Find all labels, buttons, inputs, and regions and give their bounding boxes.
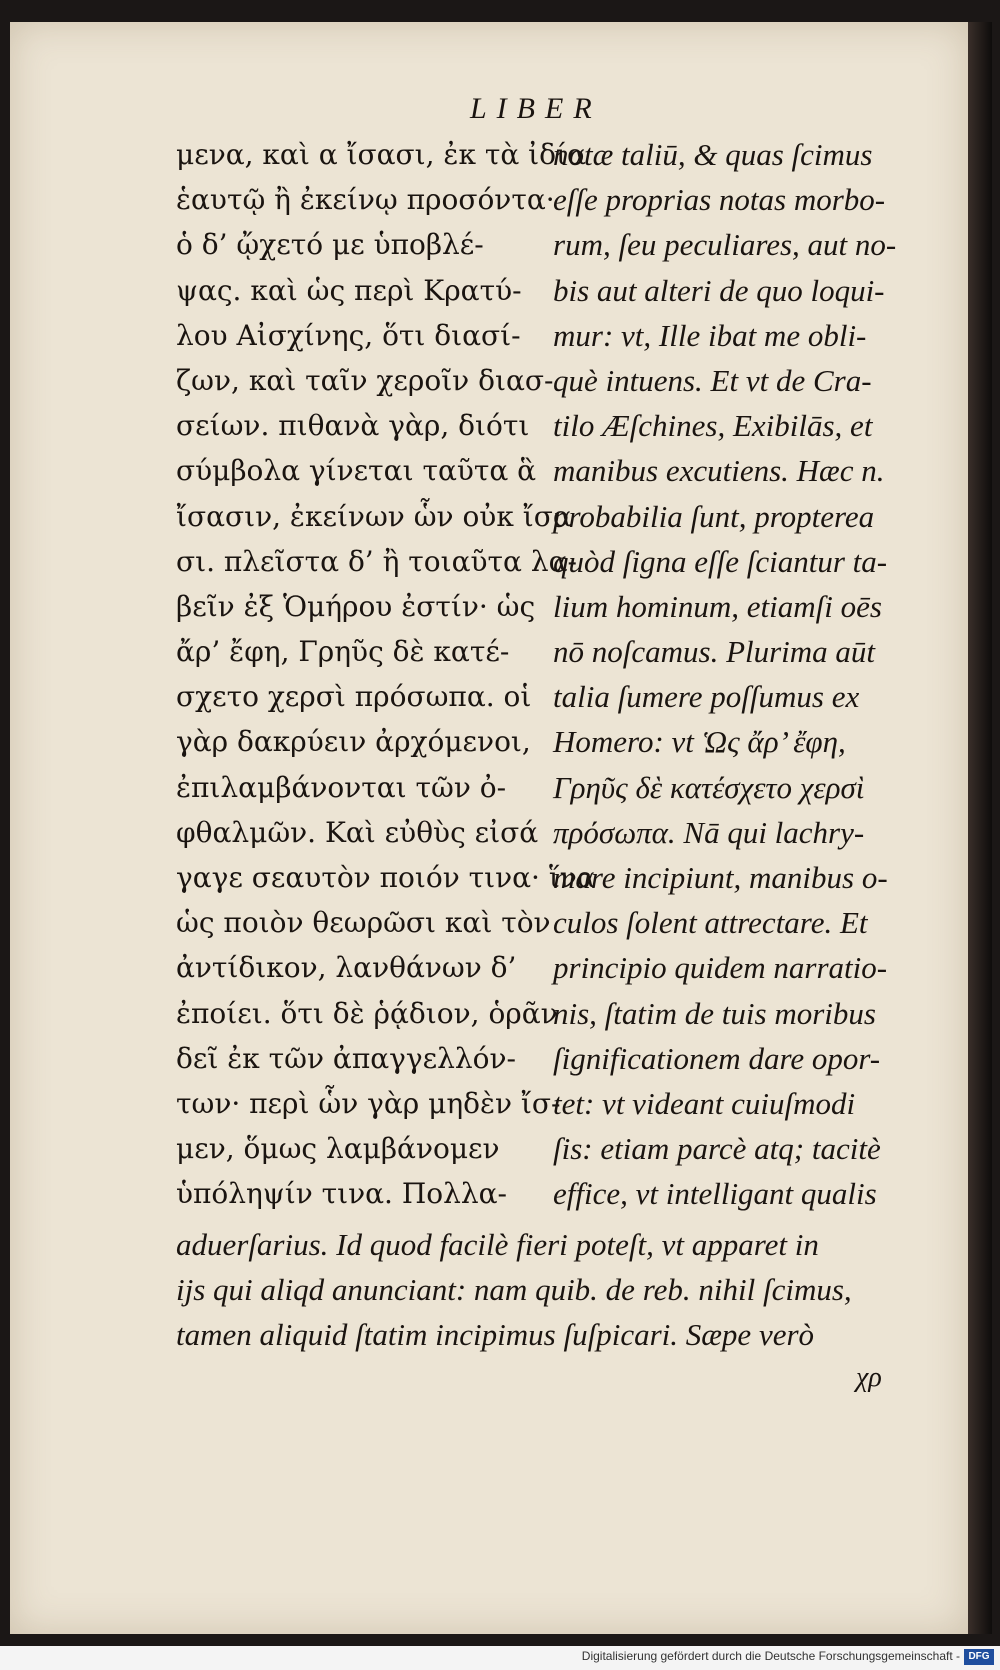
greek-text-line: ζων, καὶ ταῖν χεροῖν διασ- — [176, 363, 554, 397]
greek-text-line: ψας. καὶ ὡς περὶ Κρατύ- — [176, 273, 522, 307]
latin-column — [553, 132, 938, 1217]
greek-text-line: ἑαυτῷ ἢ ἐκείνῳ προσόντα· — [176, 183, 555, 217]
latin-text-line: manibus excutiens. Hæc n. — [553, 453, 885, 489]
latin-text-line: Γρηῦς δὲ κατέσχετο χερσὶ — [553, 769, 865, 805]
greek-text-line: των· περὶ ὧν γὰρ μηδὲν ἴσ- — [176, 1086, 561, 1120]
greek-text-line: λου Αἰσχίνης, ὅτι διασί- — [176, 318, 521, 352]
greek-text-line: σι. πλεῖστα δ’ ἢ τοιαῦτα λα- — [176, 544, 577, 578]
latin-text-line: talia ſumere poſſumus ex — [553, 679, 860, 715]
greek-text-line: μεν, ὅμως λαμβάνομεν — [176, 1132, 500, 1166]
greek-text-line: ἀντίδικον, λανθάνων δ’ — [176, 951, 517, 985]
latin-text-line: nis, ſtatim de tuis moribus — [553, 995, 876, 1031]
latin-text-line: tet: vt videant cuiuſmodi — [553, 1085, 856, 1121]
latin-text-line: lium hominum, etiamſi oēs — [553, 588, 882, 624]
greek-text-line: φθαλμῶν. Καὶ εὐθὺς εἰσά — [176, 815, 539, 849]
latin-text-line: culos ſolent attrectare. Et — [553, 905, 868, 941]
latin-text-line: Homero: vt Ὡς ἄρ’ ἔφη, — [553, 724, 846, 760]
greek-text-line: γὰρ δακρύειν ἀρχόμενοι, — [176, 725, 531, 759]
latin-text-line: mur: vt, Ille ibat me obli- — [553, 317, 867, 353]
full-width-text — [176, 1222, 946, 1358]
greek-text-line: σχετο χερσὶ πρόσωπα. οἱ — [176, 680, 532, 714]
latin-text-line: notæ taliū, & quas ſcimus — [553, 137, 873, 172]
greek-text-line: γαγε σεαυτὸν ποιόν τινα· ἵνα — [176, 861, 596, 894]
greek-text-line: ἄρ’ ἔφη, Γρηῦς δὲ κατέ- — [176, 635, 510, 669]
greek-text-line: μενα, καὶ α ἴσασι, ἐκ τὰ ἰδία — [176, 138, 586, 171]
greek-text-line: ἐποίει. ὅτι δὲ ῥᾴδιον, ὁρᾶν — [176, 996, 558, 1030]
page-edge-shadow — [968, 22, 992, 1634]
greek-text-line: ὡς ποιὸν θεωρῶσι καὶ τὸν — [176, 906, 551, 940]
catchword: χρ — [856, 1362, 882, 1393]
latin-text-line: πρόσωπα. Nā qui lachry- — [553, 814, 865, 850]
greek-text-line: ἴσασιν, ἐκείνων ὧν οὐκ ἴσα — [176, 499, 572, 533]
greek-text-line: σύμβολα γίνεται ταῦτα ἃ — [176, 454, 537, 488]
latin-text-line: rum, ſeu peculiares, aut no- — [553, 227, 897, 263]
full-text-line: ijs qui aliqd anunciant: nam quib. de reb. nihil ſcimus, — [176, 1272, 852, 1308]
footer-credit: Digitalisierung gefördert durch die Deutsche Forschungsgemeinschaft - — [581, 1649, 960, 1663]
greek-text-line: ὑπόληψίν τινα. Πολλα- — [176, 1177, 507, 1211]
latin-text-line: bis aut alteri de quo loqui- — [553, 272, 885, 308]
greek-text-line: ἐπιλαμβάνονται τῶν ὀ- — [176, 770, 507, 804]
latin-text-line: què intuens. Et vt de Cra- — [553, 362, 872, 398]
latin-text-line: eſſe proprias notas morbo- — [553, 182, 886, 218]
latin-text-line: principio quidem narratio- — [553, 950, 888, 986]
dfg-logo: DFG — [964, 1649, 994, 1665]
latin-text-line: effice, vt intelligant qualis — [553, 1176, 877, 1212]
full-text-line: aduerſarius. Id quod facilè fieri poteſt, vt apparet in — [176, 1227, 819, 1262]
greek-text-line: ὁ δ’ ᾤχετό με ὑποβλέ- — [176, 228, 484, 262]
latin-text-line: ſis: etiam parcè atq; tacitè — [553, 1131, 881, 1167]
latin-text-line: ſignificationem dare opor- — [553, 1040, 881, 1076]
latin-text-line: quòd ſigna eſſe ſciantur ta- — [553, 543, 888, 579]
greek-column — [176, 132, 596, 1217]
greek-text-line: δεῖ ἐκ τῶν ἀπαγγελλόν- — [176, 1041, 516, 1075]
greek-text-line: βεῖν ἐξ Ὁμήρου ἐστίν· ὡς — [176, 589, 536, 623]
greek-text-line: σείων. πιθανὰ γὰρ, διότι — [176, 409, 530, 443]
footer-bar — [0, 1646, 1000, 1670]
latin-text-line: probabilia ſunt, propterea — [553, 498, 875, 534]
latin-text-line: nō noſcamus. Plurima aūt — [553, 634, 876, 670]
latin-text-line: tilo Æſchines, Exibilās, et — [553, 408, 873, 444]
latin-text-line: mare incipiunt, manibus o- — [553, 860, 888, 895]
full-text-line: tamen aliquid ſtatim incipimus ſuſpicari. Sæpe verò — [176, 1317, 815, 1353]
running-head: LIBER — [470, 92, 602, 125]
